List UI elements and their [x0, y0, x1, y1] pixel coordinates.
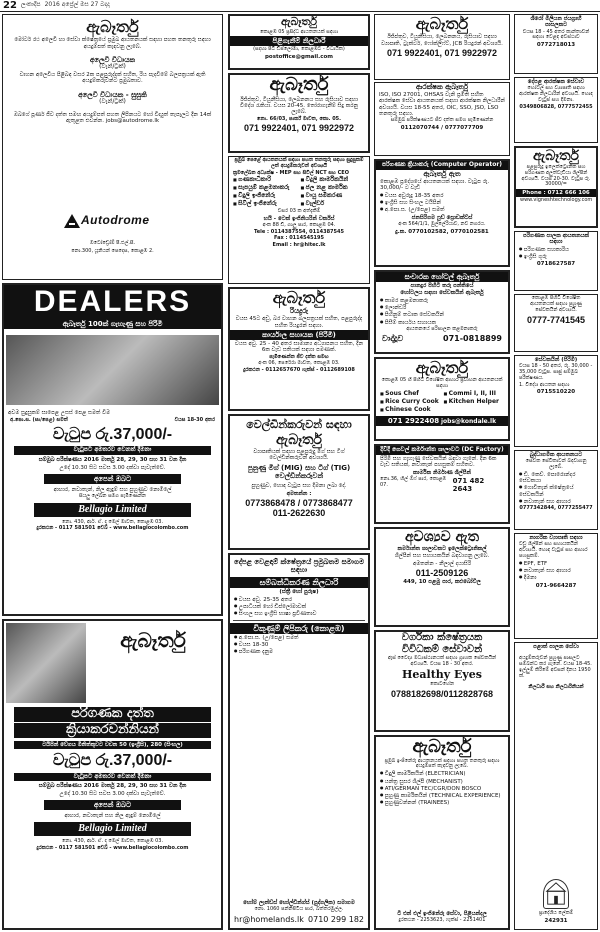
position-title: අලෙවි විධායක - සුසුකි	[78, 90, 147, 99]
position-description: වාහන අලෙවිය පිළිබඳ වසර 2ක පළපුරුද්දක් සහිත, රිය පැදවීමේ බලපත්‍රයක් ඇති අයදුම්කරුවන්ට ප්‍රමුඛතාව.	[19, 71, 206, 85]
contact-phone: දු.ක. 0770102582, 0770102581	[395, 228, 489, 235]
headline: ක්‍රියාකරවන්නියන්	[14, 723, 211, 738]
contact-email: hr@homelands.lk	[234, 914, 304, 924]
requirement-item: ● සිංහල සහ ඉංග්‍රීසි භාෂා ප්‍රවීණතාව	[234, 611, 364, 617]
ad-title: විවිධකම් සේවාවන්	[401, 643, 483, 655]
ad-lead: සේවකයින් (පිරිමි)	[534, 357, 578, 363]
ad-vignesh	[514, 146, 598, 228]
ad-description: ISO, ISO 27001, OHSAS වැනි ප්‍රමිති සහිත ආරක්ෂක සේවා ආයතනයක් සඳහා ආරක්ෂක නිලධාරීන් අවශ්‍යයි. වයස 18-55 අතර, OIC, SSO, JSO, LSO තනතුරු සඳහා.	[379, 92, 505, 117]
ad-hotel	[374, 270, 510, 354]
company-address: නො.36, හිල් ඕෆ් පාර, කොළඹ 07.	[380, 475, 447, 488]
contact-phone: 0777342844, 0777255477	[519, 505, 593, 512]
ad-title: ඇබෑර්තු	[120, 628, 186, 652]
ad-trained-staff	[514, 294, 598, 352]
role-detail: (සදහා පිටි ඩිප්ලෝමා, කොළඹට - විධායික)	[253, 46, 345, 53]
ad-lead: පළාත් පාලන සේවා	[533, 644, 579, 650]
page-number: 22	[3, 0, 17, 11]
contact-phone: 071-0818899	[443, 333, 502, 343]
contact-phone: 0349806828, 0777572455	[519, 103, 593, 110]
ad-driver	[228, 287, 370, 411]
company-address: නො. 430, ආර්. ඒ. ද මෙල් මාවත, කොළඹ 03.	[61, 837, 164, 844]
benefits: පුහුණුව, හොඳ වැටුප සහ දීමනා ලබා දේ.	[251, 483, 347, 490]
ad-description: ඊජිප්තුව, ටියුනීසියා, ලෙබනනය, රුසියාව සඳහා ව්‍යාපෘති, ට්‍රැක්ටර්, ෆෝක්ලිෆ්ට්, JCB රියදුරන් අවශ්‍යයි.	[381, 34, 503, 47]
position-subtitle: (වෑන්/ට්‍රක්)	[99, 63, 126, 71]
company-name: ජනසිරිගම ෆුඩ් ප්‍රොඩක්ට්ස්	[411, 214, 473, 221]
salary-note: වැටුපට අමතරව වෙනත් දීමනා	[14, 446, 211, 455]
ad-description: අයදුම්කරුවන් පුහුණු පාසලට සම්බන්ධ කර ගැනේ. වයස 18-45. ඉල්ලුම් කිරීමේ අවසන් දිනය 1950 ක්.	[519, 655, 592, 679]
contact-phone: 0112070744 / 0777077709	[400, 125, 484, 132]
contact-phone: 071 482 2643	[452, 476, 485, 493]
benefit-item: ● නවාතැන් සහ ආහාර	[519, 568, 593, 574]
role-subtitle: (ස්ත්‍රී හෝ පුරුෂ)	[279, 589, 319, 596]
brand-name: Healthy Eyes	[402, 667, 482, 681]
role-item: ■ විදුලි ඉංජිනේරු	[233, 193, 298, 200]
company-name: ටී එන් එල් ඉංජිනේරු සේවා, පිළියන්දල	[397, 910, 487, 917]
benefit-item: ● EPF, ETF	[519, 561, 593, 567]
company-address: නො. 66/03, පාර්ක් මාවත, කො. 05.	[256, 115, 342, 122]
company-name: ඔටෝඩ්‍රෝම් පී.එල්.සී.	[89, 240, 136, 246]
contact-label: අමතන්න :	[286, 490, 312, 497]
role-grid	[380, 391, 504, 414]
ad-title: ඇබෑර්තු	[280, 15, 318, 28]
requirement-list	[234, 635, 364, 656]
company-contact: දුරකථන - 2253623, ෆැක්ස් - 2251401	[398, 917, 486, 924]
ad-welders	[228, 414, 370, 550]
role-item: ● විදුලි කාර්මිකයින් (ELECTRICIAN)	[380, 771, 504, 777]
contact-phone: 0773868478 / 0773868477	[245, 498, 353, 509]
requirement-item: අවම සුදුසුකම් සාපෙළ උසස් පෙළ සමත් වීම	[8, 410, 111, 416]
role-item: ● කාමර කළමනාකරු	[380, 298, 504, 304]
ad-buddhist-institute	[514, 450, 598, 530]
note: සම්මුඛ පරීක්ෂණයට ජීව දත්ත සමග පැමිණෙන්න	[390, 117, 494, 124]
note: සියලු ලේඛන සමග පැමිණෙන්න	[79, 493, 146, 500]
contact-label: ආයතනයේ පරිපාලන කළමනාකරු	[406, 325, 478, 332]
position-subtitle: (වෑන්/ට්‍රක්)	[99, 97, 126, 105]
ad-lead: ශිරෝ මිලියන ජයග්‍රාහී පාසලකට	[530, 16, 582, 29]
role-item: ■ සිවිල් ඉංජිනේරු	[233, 201, 298, 208]
ad-subtitle: ඇබෑර්තු ඇත	[423, 169, 461, 178]
dateline: 2016 අප්‍රේල් මස 27 බදාදා	[44, 1, 110, 9]
role-item: ■ Commi I, II, III	[444, 391, 505, 398]
dealers-banner	[4, 285, 221, 319]
ad-description: පළපුරුදු ඉලෙක්ට්‍රොනික සහ පරිගණක අලුත්වැඩියා ශිල්පීන් අවශ්‍යයි. වයස 20-30. වැටුප රු. 30000/=	[521, 164, 591, 188]
phone-line: Tele : 0114387554, 0114387545	[254, 228, 344, 235]
role-item: ● ලොන්ඩරි	[380, 305, 504, 311]
salary-amount: වැටුප රු.37,000/-	[52, 752, 173, 770]
ad-description: වයස 18 - 45 අතර කාන්තාවන් සඳහා වෙළඳ අවස්ථාව	[522, 28, 590, 41]
role-item: ● ගොවිතැන් ක්ෂේත්‍රයේ සේවකයින්	[519, 485, 593, 498]
ad-description: වඩු ශිල්පීන් සහ සහායකයින් අවශ්‍යයි. හොඳ වැටුප් සහ ආහාර පහසුකම්.	[519, 541, 588, 559]
ad-chefs	[374, 357, 510, 441]
autodrome-logo-icon	[63, 213, 81, 229]
government-emblem-icon	[543, 879, 569, 909]
contact-phone: 071 9922401, 071 9922972	[243, 123, 355, 134]
role-item: ● ඩී. කෙව්. පොරොන්දර සේවකයා	[519, 472, 593, 485]
contact-label: අමතන්න - නීලාල් දයාසිරි	[412, 560, 472, 567]
company-name: හයි - ටෙක් ඉංජිනියරින් වර්ක්ස්	[263, 215, 335, 222]
contact-phone: 071-9664287	[535, 582, 577, 589]
requirement-item: ● පරිගණක දැනුම	[234, 649, 364, 655]
fax-line: Fax : 0114545195	[274, 235, 324, 242]
contact-email: jobs@kondale.lk	[441, 417, 497, 425]
benefit-item: ● දීමනා	[519, 575, 593, 581]
role-list	[380, 298, 504, 326]
ad-title: සංචාරක හෝටල් ඇබෑර්තු	[376, 272, 508, 282]
ad-lead: නාගරික ව්‍යාපෘති සඳහා	[529, 535, 583, 541]
role-item: ■ Rice Curry Cook	[380, 399, 441, 406]
note: කාර්මික නිර්මාණ ශිල්පීන්	[413, 469, 471, 476]
requirement-item: ● අ.පො.ස. (උ/පෙළ) සමත්	[234, 635, 364, 641]
offer-title: අපෙන් ඔබට	[44, 800, 181, 810]
ad-autodrome	[2, 14, 223, 280]
company-name: හෝම් ලෑන්ඩ්ස් හෝල්ඩින්ග්ස් (පුද්ගලික) සමාගම	[243, 899, 355, 906]
ad-description: ඊජිප්තුව, ටියුනීසියා, ලෙබනනය සහ රුසියාව සඳහා විදේශ රැකියා. වයස 20-45. තෝරාගැනීම් සිදු කරනු ලැබේ.	[240, 96, 358, 116]
role-item: ■ Sous Chef	[380, 391, 441, 398]
dealers-headline: DEALERS	[33, 284, 192, 318]
role-grid	[233, 177, 365, 208]
ad-workers	[514, 355, 598, 447]
ad-lead: බුද්ධාගමික ආයතනයට	[529, 452, 583, 458]
brand-location: කොටහේන	[429, 681, 455, 688]
ad-lead: කොළඹ පිහිටි විශේෂිත ආයතනයක් සඳහා පුහුණු සේවකයින් අවශ්‍යයි.	[530, 295, 582, 313]
role-item: ■ සැපයුම් කළමනාකරු	[233, 185, 298, 192]
ad-public-notice	[514, 642, 598, 930]
role-item: ■ ජල නළ කාර්මික	[301, 185, 366, 192]
company-address: නො. 430, ආර්. ඒ. ද මෙල් මාවත, කොළඹ 03.	[61, 518, 164, 525]
contact-phone: Phone : 0712 666 106	[516, 189, 596, 197]
note: 1. විදේශ ආයතන සඳහා	[519, 381, 570, 388]
role-item: ● පිහිනුම් තටාක සේවකයින්	[380, 312, 504, 318]
ad-healthy-eyes	[374, 630, 510, 732]
company-address: අංක 88 ඩී, ගාලු පාර, කොළඹ 04.	[262, 221, 336, 228]
ad-security	[374, 82, 510, 156]
contact-phone: 0788182698/0112828768	[390, 688, 494, 699]
interview-time: උදේ 10.30 සිට සවස 3.00 දක්වා පැවැත්වේ.	[59, 790, 166, 797]
dealers-subhead: ඇබෑර්තු 100ක් ගැහැණු සහ පිරිමි	[4, 319, 221, 329]
company-address: නො. 1060 පන්නිපිටිය පාර, බත්තරමුල්ල.	[254, 906, 344, 913]
website: www.vigneshtechnology.com	[520, 197, 593, 204]
ad-overseas-drivers	[374, 14, 510, 80]
contact-phone: 071 9922401, 071 9922972	[386, 48, 498, 59]
autodrome-logo-text: Autodrome	[81, 213, 150, 228]
ad-title: අවශ්‍යව ඇත	[404, 529, 480, 545]
offer-list: ආහාර, නවාතැන්, නිල ඇඳුම් සහ පුහුණුව නොමිලේ	[53, 487, 172, 494]
operator-photo	[6, 623, 86, 703]
ad-title: ඇබෑර්තු	[269, 74, 329, 95]
company-name: Bellagio Limited	[34, 503, 191, 517]
role-item: ■ වායු සමීකරණ	[301, 193, 366, 200]
age-requirement: වයස 18-30 අතර	[174, 417, 215, 424]
ad-intro: මෝටර් රථ අලෙවි හා සේවා ක්ෂේත්‍රයේ ප්‍රමුඛ ආයතනයක් සඳහා පහත තනතුරු සඳහා අයදුම්පත් කැඳවනු ලැබේ.	[14, 37, 211, 50]
ad-description: පිරිමි සහ ගැහැණු සේවකයින් බඳවා ගැනේ. දින 6ක වැඩ සතියක්, නවාතැන් පහසුකම් සහිතව.	[380, 455, 497, 469]
requirement-item: ● වයස අවු. 25-35 අතර	[234, 597, 364, 603]
role-item: ● පුහුණුවන්නන් (TRAINEES)	[380, 800, 504, 806]
ad-overseas	[228, 73, 370, 153]
requirement-list	[234, 597, 364, 618]
requirement-item: ● වයස 18-30	[234, 642, 364, 648]
ad-description: කොළඹ ප්‍රදේශයේ ආයතනයක් සඳහා. වැටුප රු. 30,000/- ට වැඩි	[380, 178, 490, 192]
role-item: ක්‍රමලේඛන අධ්‍යක්ෂ - MEP සහ සිවිල් NCT සහ CEO	[233, 169, 349, 176]
role-item: ■ ගණකාධිකාරි	[233, 177, 298, 184]
contact-email: postoffice@gmail.com	[264, 54, 334, 61]
ad-title: ඇබෑර්තු	[276, 431, 322, 448]
ad-hitec	[228, 156, 370, 284]
offer-title: අපෙන් ඔබට	[44, 474, 181, 484]
ad-title: ඇබෑර්තු	[415, 358, 469, 377]
ad-receptionist	[228, 14, 370, 70]
ad-title: ඇබෑර්තු	[533, 148, 579, 164]
role-description: වයස 45ට අඩු, බර වාහන බලපත්‍රයක් සහිත, පළපුරුද්ද සහිත රියදුරන් සඳහා.	[235, 316, 363, 329]
role-title: රියදුරු	[289, 307, 309, 316]
role-item: ● පිසීම් කාර්යය සහායක	[380, 320, 504, 326]
role-item: ■ Kitchen Helper	[444, 399, 505, 406]
note: නිලධාරී සහ නිලධාරිනියන්	[528, 684, 584, 691]
requirement-list	[380, 193, 504, 214]
contact-phone: 011-2622630	[272, 508, 326, 519]
role-item: ● යන්ත්‍ර සුසර ශිල්පී (MECHANIST)	[380, 779, 504, 785]
ad-property-security	[514, 77, 598, 143]
autodrome-logo	[63, 213, 150, 229]
ad-subtitle: පානදුර පිහිටි තරු පන්තියේ	[410, 283, 474, 290]
company-address: අංක 564/1/1, මුල්ලේරියාව, නව නගරය.	[398, 220, 486, 227]
offer-list: ආහාර, නවාතැන් සහ නිල ඇඳුම් නොමිලේ	[64, 813, 161, 820]
ad-title: දිවිදී ගෙවල් කර්මාන්ත ශාලාවට (DC Factory)	[376, 446, 508, 455]
salary-amount: වැටුප රු.37,000/-	[52, 426, 173, 444]
role-item: ● නවාතැන් සහ ආහාර	[519, 499, 593, 505]
company-address: 449, 10 පළමු පාර, කළුබෝවිල	[403, 579, 481, 586]
role-item: ■ විදුලි කාර්මිකයින්	[301, 177, 366, 184]
ad-lead: පරිගණක පාලක ආයතනයක් සඳහා	[522, 233, 590, 246]
ad-description: ඇස් වෛද්‍ය මධ්‍යස්ථානයක් සඳහා ග්‍රාහක සේවකයින් අවශ්‍යයි. වයස 18 - 30 අතර.	[387, 655, 497, 667]
ad-description: හෝටල් සහ ව්‍යාපෘති සඳහා ආරක්ෂක නිලධාරීන් අවශ්‍යයි. හොඳ වැටුප් සහ දීමනා.	[519, 85, 593, 103]
contact-phone: 011-2509126	[415, 568, 469, 579]
requirement-item: ● උපාධියක් හෝ ඩිප්ලෝමාවක්	[234, 604, 364, 610]
company-address: අංක 06, පෙරේරා මාවත, කොළඹ 03.	[258, 360, 340, 367]
ad-title: ඇබෑර්තු	[415, 14, 469, 33]
ad-description: කොළඹ 05 හි පිහිටි විශේෂිත ආහාර ප්‍රවාහන ආයතනයක් සඳහා	[381, 377, 503, 390]
note: පැමිණෙන්න ජීව දත්ත සමඟ	[269, 353, 329, 360]
role-title: කාර්යාල සහායක (පිරිමි)	[230, 330, 368, 340]
role-title: සම්බන්ධීකරණ නිලධාරි	[230, 577, 368, 588]
contact-phone: 0710 299 182	[308, 914, 364, 924]
signatory: ප්‍රාදේශීය ලේකම්	[538, 909, 574, 916]
salary-note: වැටුපට අමතරව වෙනත් දීමනා	[14, 773, 211, 782]
requirement: ටයිපින් වේගය මිනිත්තුවට වචන 50 (ඉංග්‍රීසි), 280 (සිංහල)	[14, 741, 211, 749]
role-title: විකුණුම් ලිපිකරු (කොළඹ)	[230, 623, 368, 634]
headline: පරිගණක දත්ත	[14, 707, 211, 722]
ad-electronics	[374, 527, 510, 627]
ad-homelands	[228, 553, 370, 930]
requirement-item: ● අ.පො.ස. (උ/පෙළ) සමත්	[380, 207, 504, 213]
ad-carpentry	[514, 533, 598, 639]
role-item: ● ඉංග්‍රීසි ගුරු	[519, 254, 593, 260]
requirement-item: ● ඉංග්‍රීසි සහ සිංහල ටයිපින්	[380, 200, 504, 206]
location: වාද්දූව	[382, 333, 404, 343]
company-contact: දුරකථන - 0112657670 ෆැක්ස් - 0112689108	[243, 367, 355, 374]
ad-description: සේවක සේවිකාවන් බඳවාගනු ලැබේ.	[525, 458, 587, 471]
role-item: ● පුහුණු කාර්මිකයින් (TECHNICAL EXPERIENCE)	[380, 793, 504, 799]
role-title: පිළිගැනීම් නිලධාරී	[230, 36, 368, 46]
page-header	[0, 0, 600, 12]
position-title: අලෙවි විධායක	[89, 56, 136, 65]
ad-title: වර්ගිකා ක්ෂේත්‍රයක	[401, 632, 483, 643]
ad-description: ව්‍යාපෘතියක් සඳහා පළපුරුදු මිග් සහ ටිග් වෙල්ඩින්කරුවන් අවශ්‍යයි.	[253, 448, 345, 462]
role-list	[519, 247, 593, 261]
company-name: Bellagio Limited	[34, 822, 191, 836]
ad-lead: ප්‍රමුඛ පෙළේ ආයතනයක් සඳහා පහත තනතුරු සඳහා සුදුසුකම් ලත් අයදුම්කරුවන් අවශ්‍යයි	[234, 157, 364, 169]
requirement-item: ● වයස අවුරුදු 18-35 අතර	[380, 193, 504, 199]
ad-data-entry	[2, 619, 223, 930]
role-item: ● පරිගණක සහකාරිය	[519, 247, 593, 253]
ad-school	[514, 14, 598, 74]
ad-description: වයස 18 - 50 අතර, රු. 30,000 - 35,000 වැටුප. සෘජු සම්මුඛ පරීක්ෂණය.	[519, 363, 593, 381]
ad-title: පරිගණක ක්‍රියාකරු (Computer Operator)	[376, 161, 508, 170]
role-title: පුනුණු මිග් (MIG) සහ ටිග් (TIG) වෙල්ඩින්කරුවන්	[247, 464, 351, 481]
ad-dc-factory	[374, 444, 510, 524]
company-address: නො.300, යූනියන් පෙදෙස, කොළඹ 2.	[71, 248, 154, 254]
publication-name: ලංකාදීප	[20, 1, 41, 9]
company-contact: දුරකථන - 0117 581501 වෙබ් - www.bellagiocolombo.com	[36, 525, 189, 532]
ad-lead: දේපළ වෙළඳාම් ක්ෂේත්‍රයේ ප්‍රමුඛතම සමාගම සඳහා	[233, 558, 365, 575]
ad-title: වෙල්ඩින්කරුවන් සඳහා	[246, 418, 352, 431]
ad-title: ආරක්ෂක ඇබෑර්තු	[415, 83, 469, 91]
benefit-list	[519, 561, 593, 582]
ad-title: ඇබෑර්තු	[272, 288, 326, 307]
ad-computer-operator	[374, 159, 510, 267]
ad-description: ශිල්පීන් සහ සහායකයින් බඳවාගනු ලැබේ.	[394, 553, 490, 560]
ad-dealers	[2, 283, 223, 616]
ad-lead: කොළඹ 05 ප්‍රසිද්ධ ආයතනයක් සඳහා	[260, 28, 338, 35]
contact-phone: 0715510220	[536, 389, 576, 396]
role-item: ■ වෑල්ඩර්	[301, 201, 366, 208]
contact-phone: 0777-7741545	[526, 315, 586, 326]
role-item: ■ Chinese Cook	[380, 407, 441, 414]
ad-title: ඇබෑර්තු	[412, 736, 472, 757]
interview-time: උදේ 10.30 සිට සවස 3.00 දක්වා පැවැත්වේ.	[59, 464, 166, 471]
apply-instructions: ඔබගේ පූර්ණ ජීව දත්ත සමඟ අයදුම්පත් පහත ලිපිනයට හෝ විද්‍යුත් තැපෑලට දින 14ක් ඇතුළත එවන්න. jobs@autodrome.lk	[13, 111, 212, 124]
contact-phone: 0718627587	[536, 261, 576, 268]
email-line: Email : hr@hitec.lk	[272, 242, 326, 249]
contact-phone: 071 2922408	[387, 416, 440, 425]
company-contact: දුරකථන - 0117 581501 වෙබ් - www.bellagiocolombo.com	[36, 844, 189, 851]
ad-description: ප්‍රමුඛ ඉංජිනේරු ආයතනයක් සඳහා පහත තනතුරු සඳහා අයදුම්පත් කැඳවනු ලැබේ.	[384, 757, 500, 770]
note: වසර 03 ක අත්දැකීම්	[277, 207, 321, 214]
requirement-item: අ.පො.ස. (සා/පෙළ) සමත්	[10, 417, 68, 424]
ad-title: ඇබෑර්තු	[86, 17, 139, 36]
interview-dates: සම්මුඛ පරීක්ෂණය 2016 මාර්තු 28, 29, 30 සහ 31 වන දින	[38, 457, 187, 464]
role-list	[519, 472, 593, 506]
ad-computer-institute	[514, 231, 598, 291]
ad-electricians	[374, 735, 510, 930]
ad-subtitle: හෝටලය සඳහා සේවකයින් ඇබෑර්තු	[400, 290, 484, 297]
ad-lead: දේපළ ආරක්ෂක සේවාව	[527, 79, 585, 85]
role-item: ● ATI/GERMAN TEC/CGR/DON BOSCO	[380, 786, 504, 792]
interview-dates: සම්මුඛ පරීක්ෂණය 2016 මාර්තු 28, 29, 30 සහ 31 වන දින	[38, 783, 187, 790]
dealer-photo	[6, 335, 219, 405]
role-description: වයස අවු. 25 - 40 අතර සාමාන්‍ය අධ්‍යාපනය සහිත, දින 6ක වැඩ සතියක් සඳහා පමණක්.	[234, 341, 364, 354]
contact-phone: 0772718013	[536, 42, 576, 49]
contact-phone: 242931	[544, 917, 568, 924]
ad-subtitle: කර්මාන්ත ශාලාවකට ඉලෙක්ට්‍රොනිකල්	[397, 546, 487, 553]
